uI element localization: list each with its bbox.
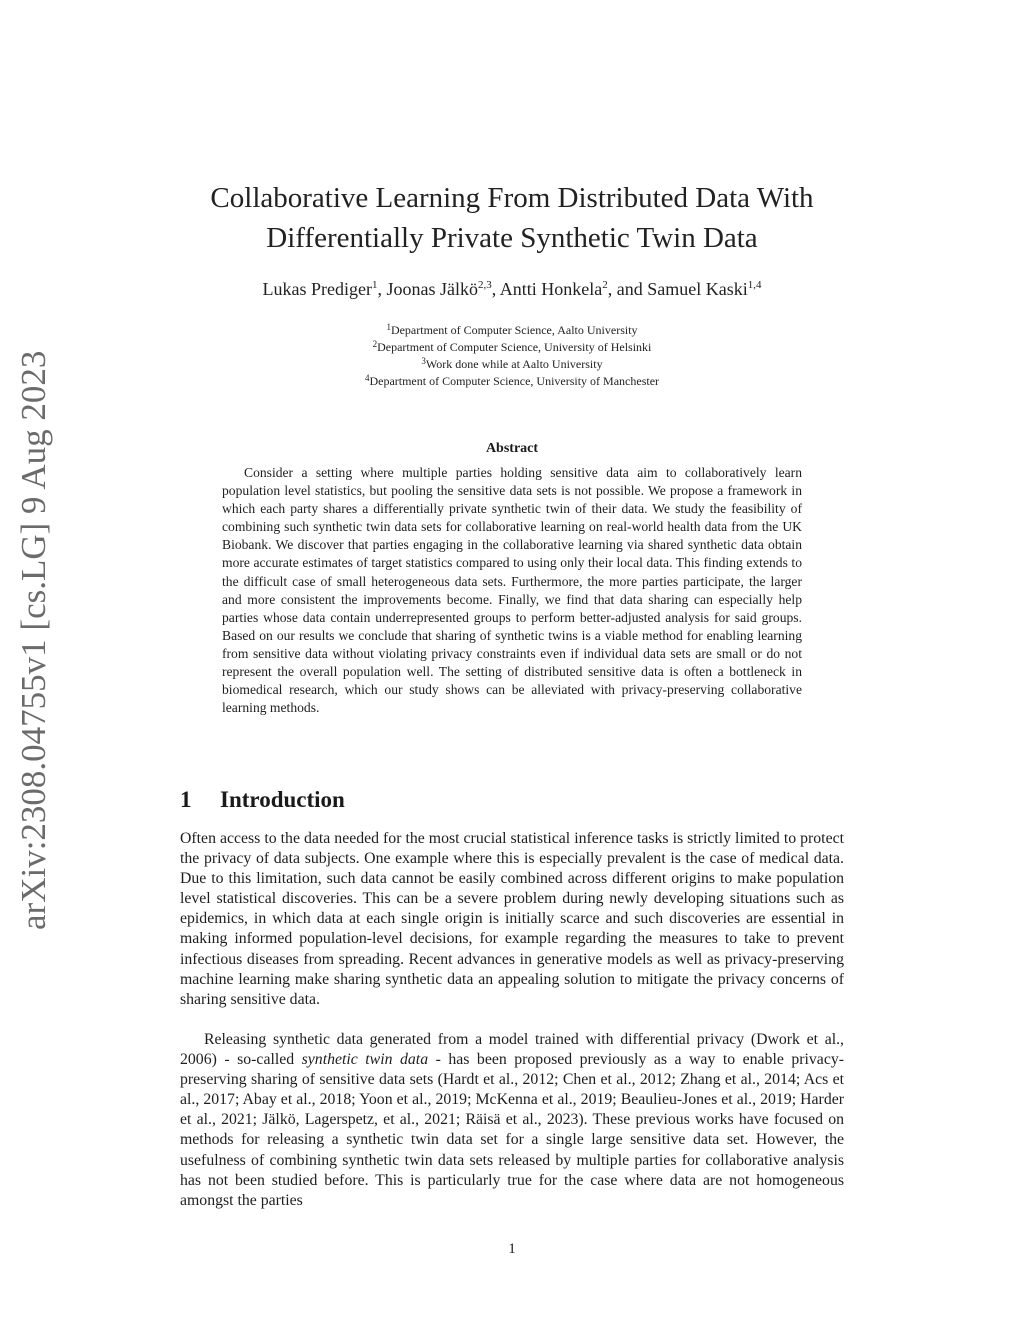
abstract-text: Consider a setting where multiple parties holding sensitive data aim to collaboratively learn population level statistics, but pooling the sensitive data sets is not possible. We propose a framework in which each party shares a differentially private synthetic twin of their data. We study the feasibility of combining such synthetic twin data sets for collaborative learning on real-world health data from the UK Biobank. We discover that parties engaging in the collaborative learning via shared synthetic data obtain more accurate estimates of target statistics compared to using only their local data. This finding extends to the difficult case of small heterogeneous data sets. Furthermore, the more parties participate, the larger and more consistent the improvements become. Finally, we find that data sharing can especially help parties whose data contain underrepresented groups to perform better-adjusted analysis for said groups. Based on our results we conclude that sharing of synthetic twins is a viable method for enabling learning from sensitive data without violating privacy constraints even if individual data sets are small or do not represent the overall population well. The setting of distributed sensitive data is often a bottleneck in biomedical research, which our study shows can be alleviated with privacy-preserving collaborative learning methods. xyxy=(222,465,802,716)
author-list xyxy=(180,272,844,302)
title-line-1: Collaborative Learning From Distributed Data With xyxy=(210,182,814,214)
author-separator: , xyxy=(491,279,500,299)
affiliation xyxy=(180,354,844,371)
affiliation-text: Department of Computer Science, University of Helsinki xyxy=(377,340,652,354)
affiliation xyxy=(180,337,844,354)
author-name: Samuel Kaski xyxy=(647,279,748,299)
arxiv-identifier: arXiv:2308.04755v1 [cs.LG] 9 Aug 2023 xyxy=(14,350,53,930)
title-line-2: Differentially Private Synthetic Twin Data xyxy=(266,222,758,254)
author-affil-mark: 2,3 xyxy=(477,279,492,291)
author-affil-mark: 1 xyxy=(371,279,378,291)
abstract-heading: Abstract xyxy=(485,441,539,456)
affiliation-number: 4 xyxy=(364,373,370,383)
author-name: Lukas Prediger xyxy=(262,279,372,299)
section-heading-introduction xyxy=(180,785,345,815)
affiliation-number: 2 xyxy=(372,339,378,349)
page-number: 1 xyxy=(508,1241,516,1257)
emphasized-term: synthetic twin data xyxy=(301,1051,429,1069)
section-number: 1 xyxy=(180,787,192,812)
author-affil-mark: 2 xyxy=(602,279,608,291)
paper-title xyxy=(180,178,844,258)
section-title: Introduction xyxy=(220,787,345,812)
paragraph-text: Releasing synthetic data generated from a model trained with differential privacy (Dwork et al., 2006) - so-called xyxy=(180,1031,844,1069)
author-name: Antti Honkela xyxy=(499,279,603,299)
affiliation-text: Work done while at Aalto University xyxy=(425,357,603,371)
affiliation-text: Department of Computer Science, Aalto University xyxy=(390,323,638,337)
affiliation-text: Department of Computer Science, University of Manchester xyxy=(369,374,660,388)
author-name: Joonas Jälkö xyxy=(386,279,478,299)
paragraph-text: - has been proposed previously as a way to enable privacy-preserving sharing of sensitive data sets (Hardt et al., 2012; Chen et al., 2012; Zhang et al., 2014; Acs et al., 2017; Abay et al., 2018; Yoon et al., 2019; McKenna et al., 2019; Beaulieu-Jones et al., 2019; Harder et al., 2021; Jälkö, Lagerspetz, et al., 2021; Räisä et al., 2023). These previous works have focused on methods for releasing a synthetic twin data set for a single large sensitive data set. However, the usefulness of combining synthetic twin data sets released by multiple parties for collaborative analysis has not been studied before. This is particularly true for the case where data are not homogeneous amongst the parties xyxy=(180,1051,844,1209)
affiliation-list xyxy=(180,320,844,388)
intro-paragraph-1: Often access to the data needed for the most crucial statistical inference tasks is strictly limited to protect the privacy of data subjects. One example where this is especially prevalent is the case of medical data. Due to this limitation, such data cannot be easily combined across different origins to make population level statistical discoveries. This can be a severe problem during newly developing situations such as epidemics, in which data at each single origin is initially scarce and such discoveries are essential in making informed population-level decisions, for example regarding the measures to take to prevent infectious diseases from spreading. Recent advances in generative models as well as privacy-preserving machine learning make sharing synthetic data an appealing solution to mitigate the privacy concerns of sharing sensitive data. xyxy=(180,830,844,1008)
author-separator: , and xyxy=(607,279,648,299)
intro-paragraph-2 xyxy=(180,1030,844,1211)
affiliation-number: 3 xyxy=(421,356,426,366)
affiliation xyxy=(180,320,844,337)
affiliation xyxy=(180,371,844,388)
author-affil-mark: 1,4 xyxy=(747,279,762,291)
author-separator: , xyxy=(377,279,387,299)
affiliation-number: 1 xyxy=(386,322,391,332)
